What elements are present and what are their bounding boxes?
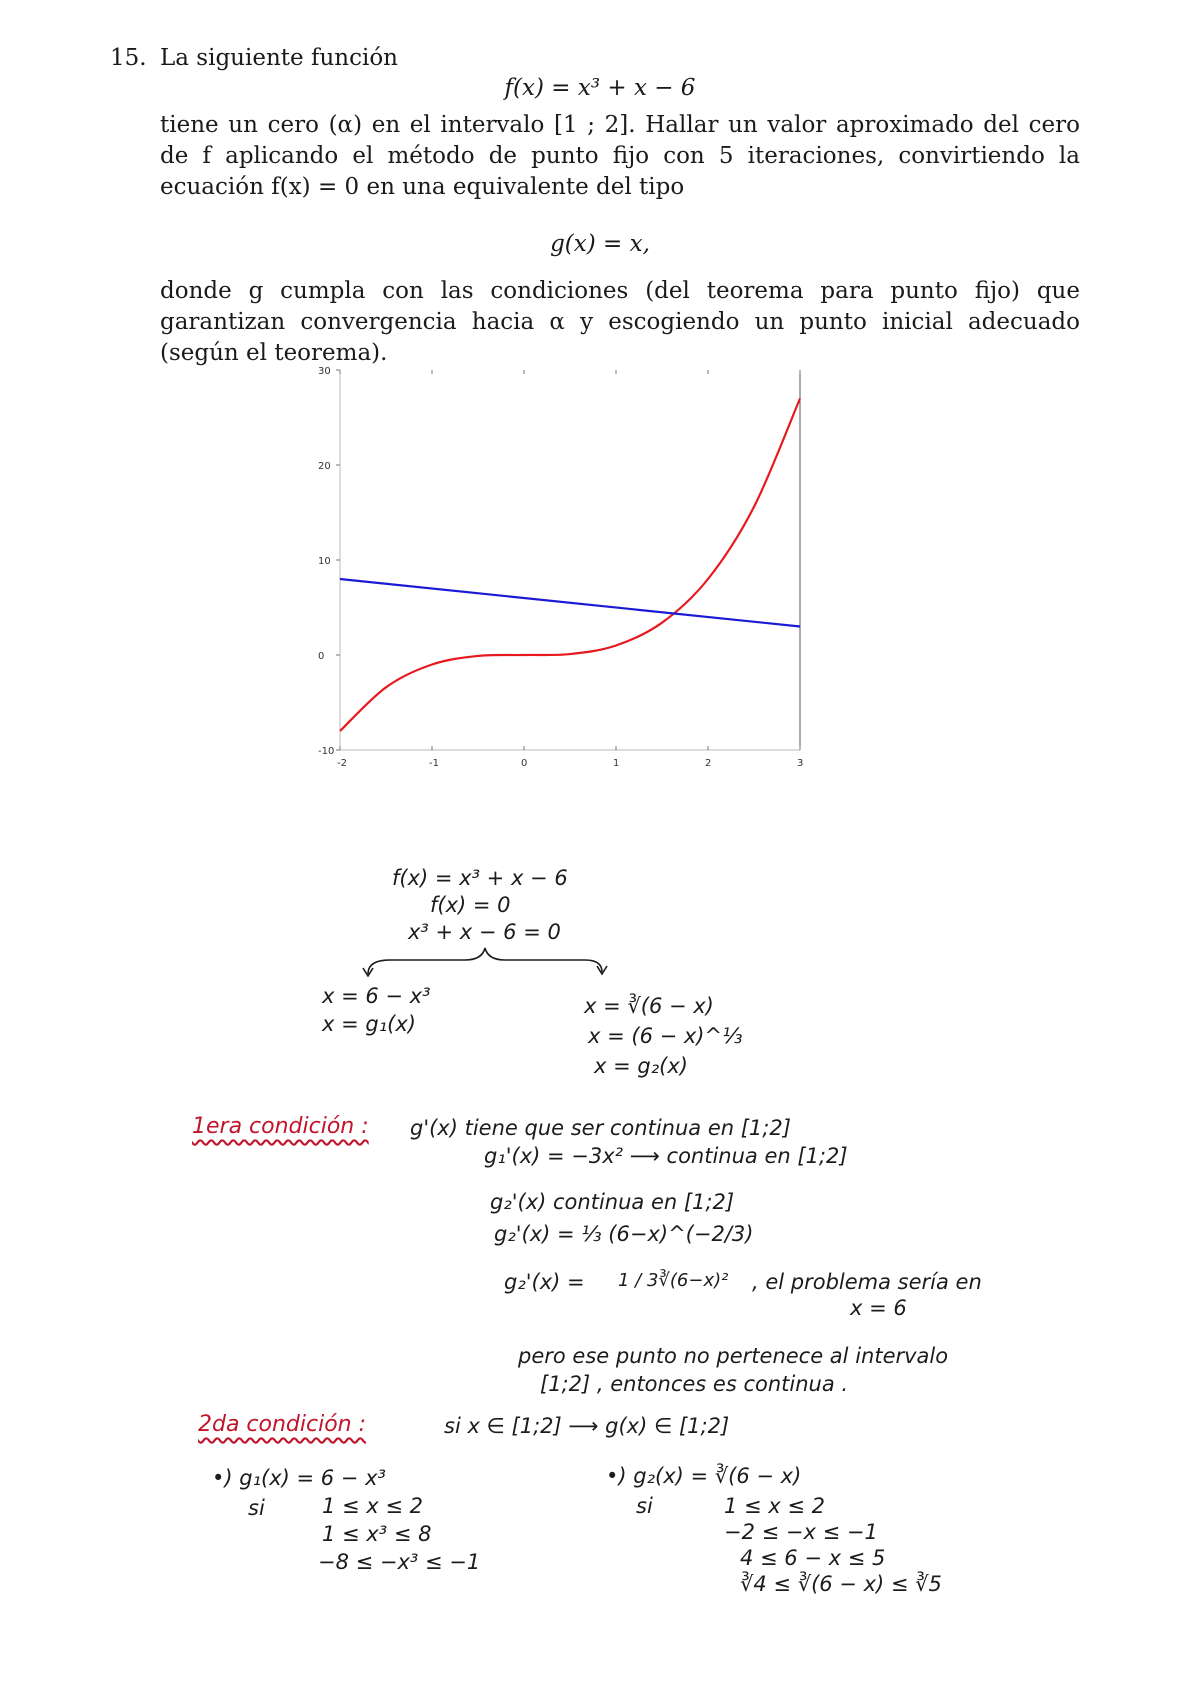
cond1-line-4a: g₂'(x) =: [504, 1270, 585, 1294]
cond1-line-4c: , el problema sería en: [752, 1270, 982, 1294]
x-tick-label: -1: [429, 758, 439, 769]
cond2-g1-line-2: 1 ≤ x³ ≤ 8: [322, 1522, 432, 1546]
cond2-g1-line-3: −8 ≤ −x³ ≤ −1: [318, 1550, 481, 1574]
cond1-line-4d: x = 6: [850, 1296, 907, 1320]
cond1-title: 1era condición :: [192, 1114, 369, 1139]
formula-g: g(x) = x,: [550, 231, 650, 257]
x-ticks: [337, 370, 803, 769]
x-tick-label: 3: [797, 758, 804, 769]
cond2-g2-si: si: [636, 1494, 653, 1518]
deriv-right-1: x = ∛(6 − x): [584, 994, 714, 1018]
problem-intro: La siguiente función: [160, 45, 398, 71]
cond2-g1-si: si: [248, 1496, 265, 1520]
cond1-line-6: [1;2] , entonces es continua .: [540, 1372, 849, 1396]
cond1-line-3: g₂'(x) = ⅓ (6−x)^(−2/3): [494, 1222, 754, 1246]
cond2-g1-def: •) g₁(x) = 6 − x³: [212, 1466, 386, 1490]
y-tick-label: -10: [318, 746, 335, 757]
cond2-g2-line-4: ∛4 ≤ ∛(6 − x) ≤ ∛5: [740, 1572, 942, 1596]
cond1-line-5: pero ese punto no pertenece al intervalo: [518, 1344, 949, 1368]
cond2-g1-line-1: 1 ≤ x ≤ 2: [322, 1494, 424, 1518]
x-tick-label: 1: [613, 758, 620, 769]
cond2-main: si x ∈ [1;2] ⟶ g(x) ∈ [1;2]: [444, 1414, 730, 1438]
deriv-line-3: x³ + x − 6 = 0: [408, 920, 561, 944]
y-tick-label: 20: [318, 461, 331, 472]
cond1-line-2: g₂'(x) continua en [1;2]: [490, 1190, 735, 1214]
function-plot: [300, 360, 820, 780]
deriv-right-2: x = (6 − x)^⅓: [588, 1024, 743, 1048]
x-tick-label: 0: [521, 758, 528, 769]
series-line-red: [340, 399, 800, 732]
cond2-g2-line-2: −2 ≤ −x ≤ −1: [724, 1520, 878, 1544]
deriv-line-1: f(x) = x³ + x − 6: [392, 866, 568, 890]
cond1-line-1: g₁'(x) = −3x² ⟶ continua en [1;2]: [484, 1144, 848, 1168]
deriv-line-2: f(x) = 0: [430, 893, 511, 917]
deriv-left-1: x = 6 − x³: [322, 984, 431, 1008]
cond2-g2-def: •) g₂(x) = ∛(6 − x): [606, 1464, 802, 1488]
y-tick-label: 30: [318, 366, 331, 377]
cond2-g2-line-1: 1 ≤ x ≤ 2: [724, 1494, 826, 1518]
formula-f: f(x) = x³ + x − 6: [504, 75, 696, 101]
x-tick-label: -2: [337, 758, 347, 769]
cond1-line-4b: 1 / 3∛(6−x)²: [618, 1270, 729, 1291]
cond1-main: g'(x) tiene que ser continua en [1;2]: [410, 1116, 791, 1140]
series-line-blue: [340, 579, 800, 627]
y-tick-label: 10: [318, 556, 331, 567]
split-brace: [360, 944, 620, 984]
deriv-right-3: x = g₂(x): [594, 1054, 688, 1078]
problem-number: 15.: [110, 45, 147, 71]
cond2-g2-line-3: 4 ≤ 6 − x ≤ 5: [740, 1546, 886, 1570]
x-tick-label: 2: [705, 758, 712, 769]
problem-paragraph-2: donde g cumpla con las condiciones (del teorema para punto fijo) que garantizan convergencia hacia α y escogiendo un punto inicial adecuado (según el teorema).: [160, 278, 1080, 366]
deriv-left-2: x = g₁(x): [322, 1012, 416, 1036]
y-ticks: [318, 366, 340, 757]
y-tick-label: 0: [318, 651, 325, 662]
problem-paragraph-1: tiene un cero (α) en el intervalo [1 ; 2]. Hallar un valor aproximado del cero de f aplicando el método de punto fijo con 5 iteraciones, convirtiendo la ecuación f(x) = 0 en una equivalente del tipo: [160, 112, 1080, 200]
series-layer: [340, 399, 800, 732]
cond2-title: 2da condición :: [198, 1412, 367, 1437]
